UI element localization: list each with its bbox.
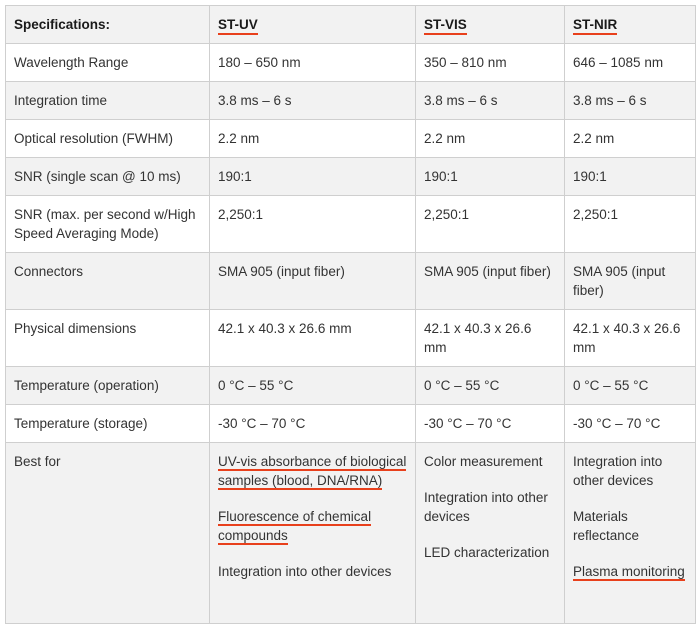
header-st-nir[interactable]: ST-NIR	[565, 6, 696, 44]
row-label: Optical resolution (FWHM)	[6, 120, 210, 158]
header-label: Specifications:	[6, 6, 210, 44]
best-for-item: Integration into other devices	[424, 490, 548, 524]
table-row-snr-single-scan	[6, 158, 696, 196]
table-row-best-for	[6, 443, 696, 624]
cell-st-uv: 180 – 650 nm	[210, 44, 416, 82]
row-label: Best for	[6, 443, 210, 624]
cell-st-vis: 42.1 x 40.3 x 26.6 mm	[416, 310, 565, 367]
cell-st-nir: SMA 905 (input fiber)	[565, 253, 696, 310]
cell-st-vis-best-for	[416, 443, 565, 624]
link-fluorescence[interactable]: Fluorescence of chemical compounds	[218, 509, 372, 543]
table-row-optical-resolution	[6, 120, 696, 158]
cell-st-vis: -30 °C – 70 °C	[416, 405, 565, 443]
cell-st-vis: 0 °C – 55 °C	[416, 367, 565, 405]
link-plasma-monitoring[interactable]: Plasma monitoring	[573, 564, 685, 579]
cell-st-nir: 2.2 nm	[565, 120, 696, 158]
cell-st-nir: -30 °C – 70 °C	[565, 405, 696, 443]
cell-st-uv-best-for	[210, 443, 416, 624]
cell-st-nir: 646 – 1085 nm	[565, 44, 696, 82]
best-for-item: Integration into other devices	[573, 454, 663, 488]
header-st-vis[interactable]: ST-VIS	[416, 6, 565, 44]
cell-st-vis: 350 – 810 nm	[416, 44, 565, 82]
cell-st-uv: SMA 905 (input fiber)	[210, 253, 416, 310]
header-st-uv[interactable]: ST-UV	[210, 6, 416, 44]
cell-st-vis: 3.8 ms – 6 s	[416, 82, 565, 120]
table-row-integration-time	[6, 82, 696, 120]
cell-st-vis: 2,250:1	[416, 196, 565, 253]
table-row-connectors	[6, 253, 696, 310]
cell-st-vis: 2.2 nm	[416, 120, 565, 158]
row-label: Connectors	[6, 253, 210, 310]
cell-st-uv: 3.8 ms – 6 s	[210, 82, 416, 120]
cell-st-nir: 42.1 x 40.3 x 26.6 mm	[565, 310, 696, 367]
table-header-row	[6, 6, 696, 44]
table-row-temperature-storage	[6, 405, 696, 443]
table-row-physical-dimensions	[6, 310, 696, 367]
cell-st-nir: 2,250:1	[565, 196, 696, 253]
table-row-wavelength-range	[6, 44, 696, 82]
cell-st-uv: 0 °C – 55 °C	[210, 367, 416, 405]
row-label: Integration time	[6, 82, 210, 120]
row-label: Wavelength Range	[6, 44, 210, 82]
cell-st-uv: -30 °C – 70 °C	[210, 405, 416, 443]
best-for-item: Materials reflectance	[573, 509, 640, 543]
link-uv-vis-absorbance[interactable]: UV-vis absorbance of biological samples (blood, DNA/RNA)	[218, 454, 407, 488]
best-for-item: LED characterization	[424, 545, 550, 560]
cell-st-uv: 190:1	[210, 158, 416, 196]
cell-st-uv: 2.2 nm	[210, 120, 416, 158]
table-row-temperature-operation	[6, 367, 696, 405]
specifications-table	[5, 5, 696, 624]
cell-st-vis: 190:1	[416, 158, 565, 196]
row-label: Temperature (storage)	[6, 405, 210, 443]
row-label: SNR (max. per second w/High Speed Averaging Mode)	[6, 196, 210, 253]
cell-st-vis: SMA 905 (input fiber)	[416, 253, 565, 310]
cell-st-nir: 0 °C – 55 °C	[565, 367, 696, 405]
cell-st-nir: 190:1	[565, 158, 696, 196]
table-row-snr-max	[6, 196, 696, 253]
row-label: SNR (single scan @ 10 ms)	[6, 158, 210, 196]
best-for-item: Integration into other devices	[218, 564, 392, 579]
row-label: Temperature (operation)	[6, 367, 210, 405]
cell-st-nir-best-for	[565, 443, 696, 624]
cell-st-uv: 42.1 x 40.3 x 26.6 mm	[210, 310, 416, 367]
best-for-item: Color measurement	[424, 454, 543, 469]
cell-st-nir: 3.8 ms – 6 s	[565, 82, 696, 120]
row-label: Physical dimensions	[6, 310, 210, 367]
cell-st-uv: 2,250:1	[210, 196, 416, 253]
